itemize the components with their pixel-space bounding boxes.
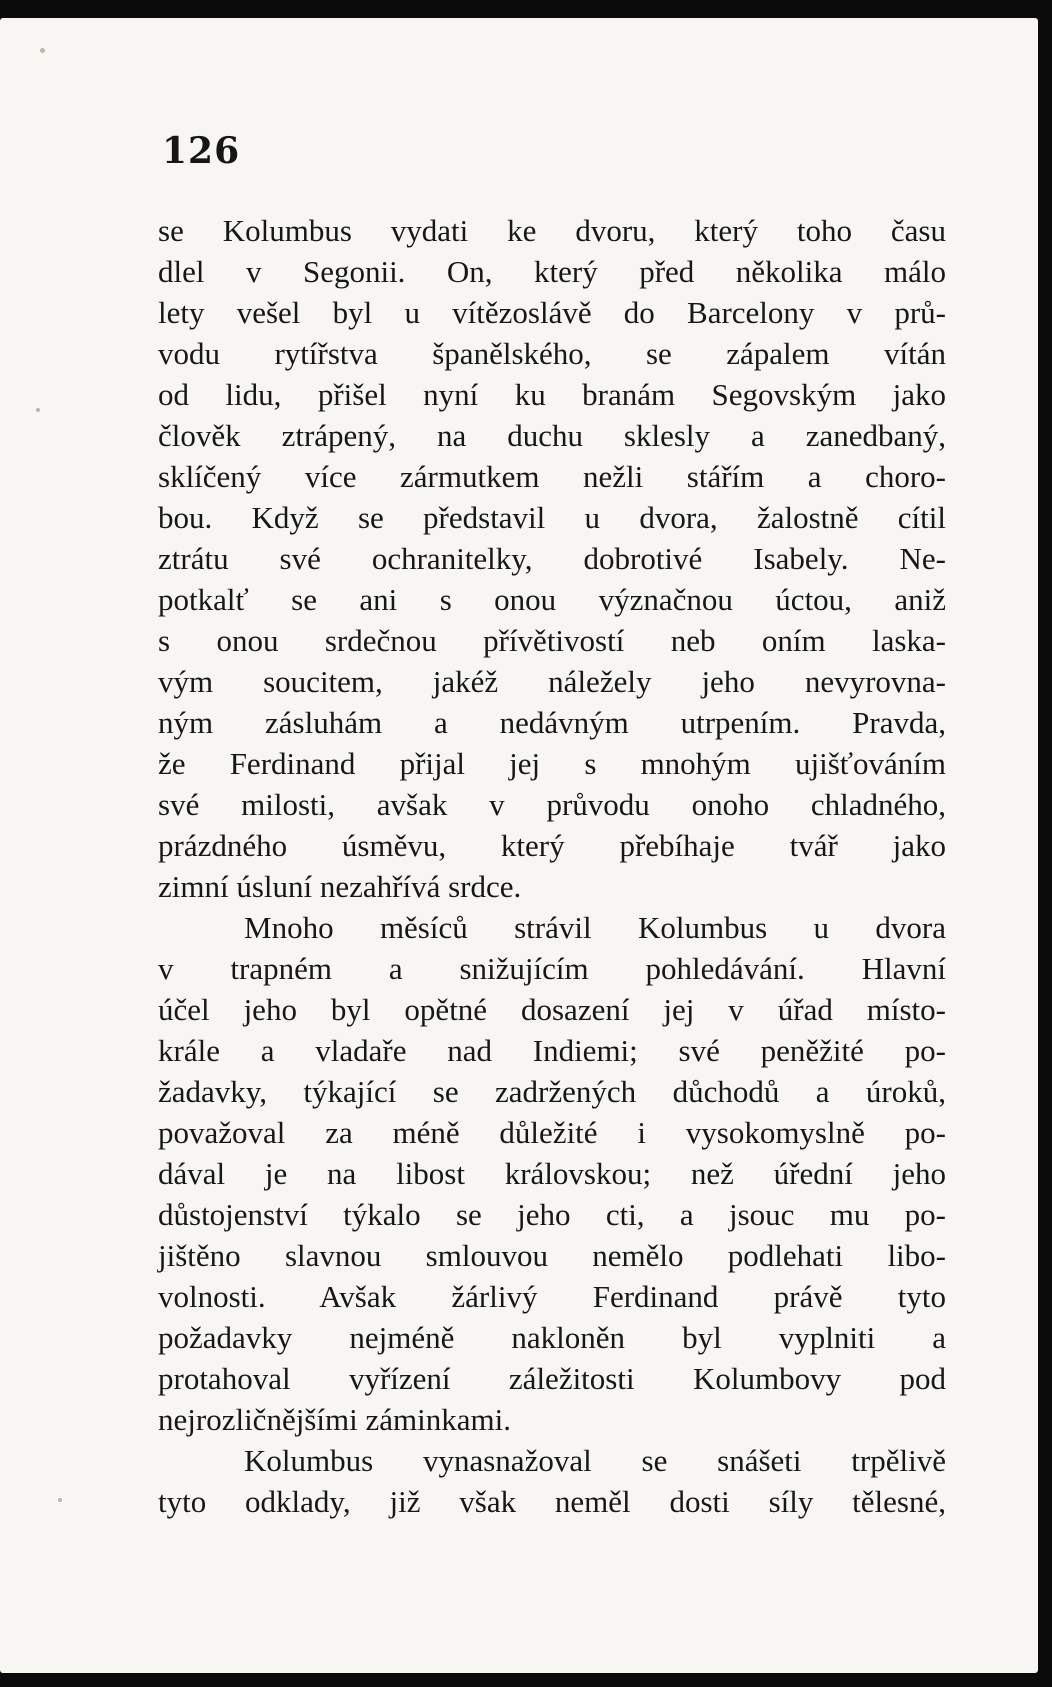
text-line: vým soucitem, jakéž náležely jeho nevyrovna- bbox=[158, 664, 946, 699]
text-line: dlel v Segonii. On, který před několika málo bbox=[158, 254, 946, 289]
text-line: volnosti. Avšak žárlivý Ferdinand právě tyto bbox=[158, 1279, 946, 1314]
text-line: sklíčený více zármutkem nežli stářím a choro- bbox=[158, 459, 946, 494]
text-line: Mnoho měsíců strávil Kolumbus u dvora bbox=[244, 910, 946, 945]
page-number: 126 bbox=[162, 130, 241, 172]
text-line: nejrozličnějšími záminkami. bbox=[158, 1402, 511, 1437]
text-line: žadavky, týkající se zadržených důchodů a úroků, bbox=[158, 1074, 946, 1109]
text-line: ztrátu své ochranitelky, dobrotivé Isabely. Ne- bbox=[158, 541, 946, 576]
text-line: Kolumbus vynasnažoval se snášeti trpělivě bbox=[244, 1443, 946, 1478]
text-line: krále a vladaře nad Indiemi; své peněžité po- bbox=[158, 1033, 946, 1068]
text-line: považoval za méně důležité i vysokomyslně po- bbox=[158, 1115, 946, 1150]
text-line: zimní úsluní nezahřívá srdce. bbox=[158, 869, 522, 904]
text-line: potkalť se ani s onou význačnou úctou, aniž bbox=[158, 582, 946, 617]
text-line: vodu rytířstva španělského, se zápalem vítán bbox=[158, 336, 946, 371]
text-line: se Kolumbus vydati ke dvoru, který toho času bbox=[158, 213, 946, 248]
book-page bbox=[0, 18, 1038, 1673]
text-line: své milosti, avšak v průvodu onoho chladného, bbox=[158, 787, 946, 822]
text-line: že Ferdinand přijal jej s mnohým ujišťováním bbox=[158, 746, 946, 781]
text-line: účel jeho byl opětné dosazení jej v úřad místo- bbox=[158, 992, 946, 1027]
text-line: ným zásluhám a nedávným utrpením. Pravda, bbox=[158, 705, 946, 740]
text-line: bou. Když se představil u dvora, žalostně cítil bbox=[158, 500, 946, 535]
text-line: člověk ztrápený, na duchu sklesly a zanedbaný, bbox=[158, 418, 946, 453]
text-line: dával je na libost královskou; než úřední jeho bbox=[158, 1156, 946, 1191]
text-line: jištěno slavnou smlouvou nemělo podlehati libo- bbox=[158, 1238, 946, 1273]
text-line: požadavky nejméně nakloněn byl vyplniti a bbox=[158, 1320, 946, 1355]
text-line: protahoval vyřízení záležitosti Kolumbovy pod bbox=[158, 1361, 946, 1396]
text-line: prázdného úsměvu, který přebíhaje tvář jako bbox=[158, 828, 946, 863]
paper-speck bbox=[36, 408, 40, 412]
text-line: s onou srdečnou přívětivostí neb oním laska- bbox=[158, 623, 946, 658]
text-line: lety vešel byl u vítězoslávě do Barcelony v prů- bbox=[158, 295, 946, 330]
paper-speck bbox=[40, 48, 45, 53]
body-text bbox=[158, 210, 946, 1522]
paper-speck bbox=[58, 1498, 62, 1502]
text-line: od lidu, přišel nyní ku branám Segovským jako bbox=[158, 377, 946, 412]
text-line: tyto odklady, již však neměl dosti síly tělesné, bbox=[158, 1484, 946, 1519]
text-line: důstojenství týkalo se jeho cti, a jsouc mu po- bbox=[158, 1197, 946, 1232]
text-line: v trapném a snižujícím pohledávání. Hlavní bbox=[158, 951, 946, 986]
